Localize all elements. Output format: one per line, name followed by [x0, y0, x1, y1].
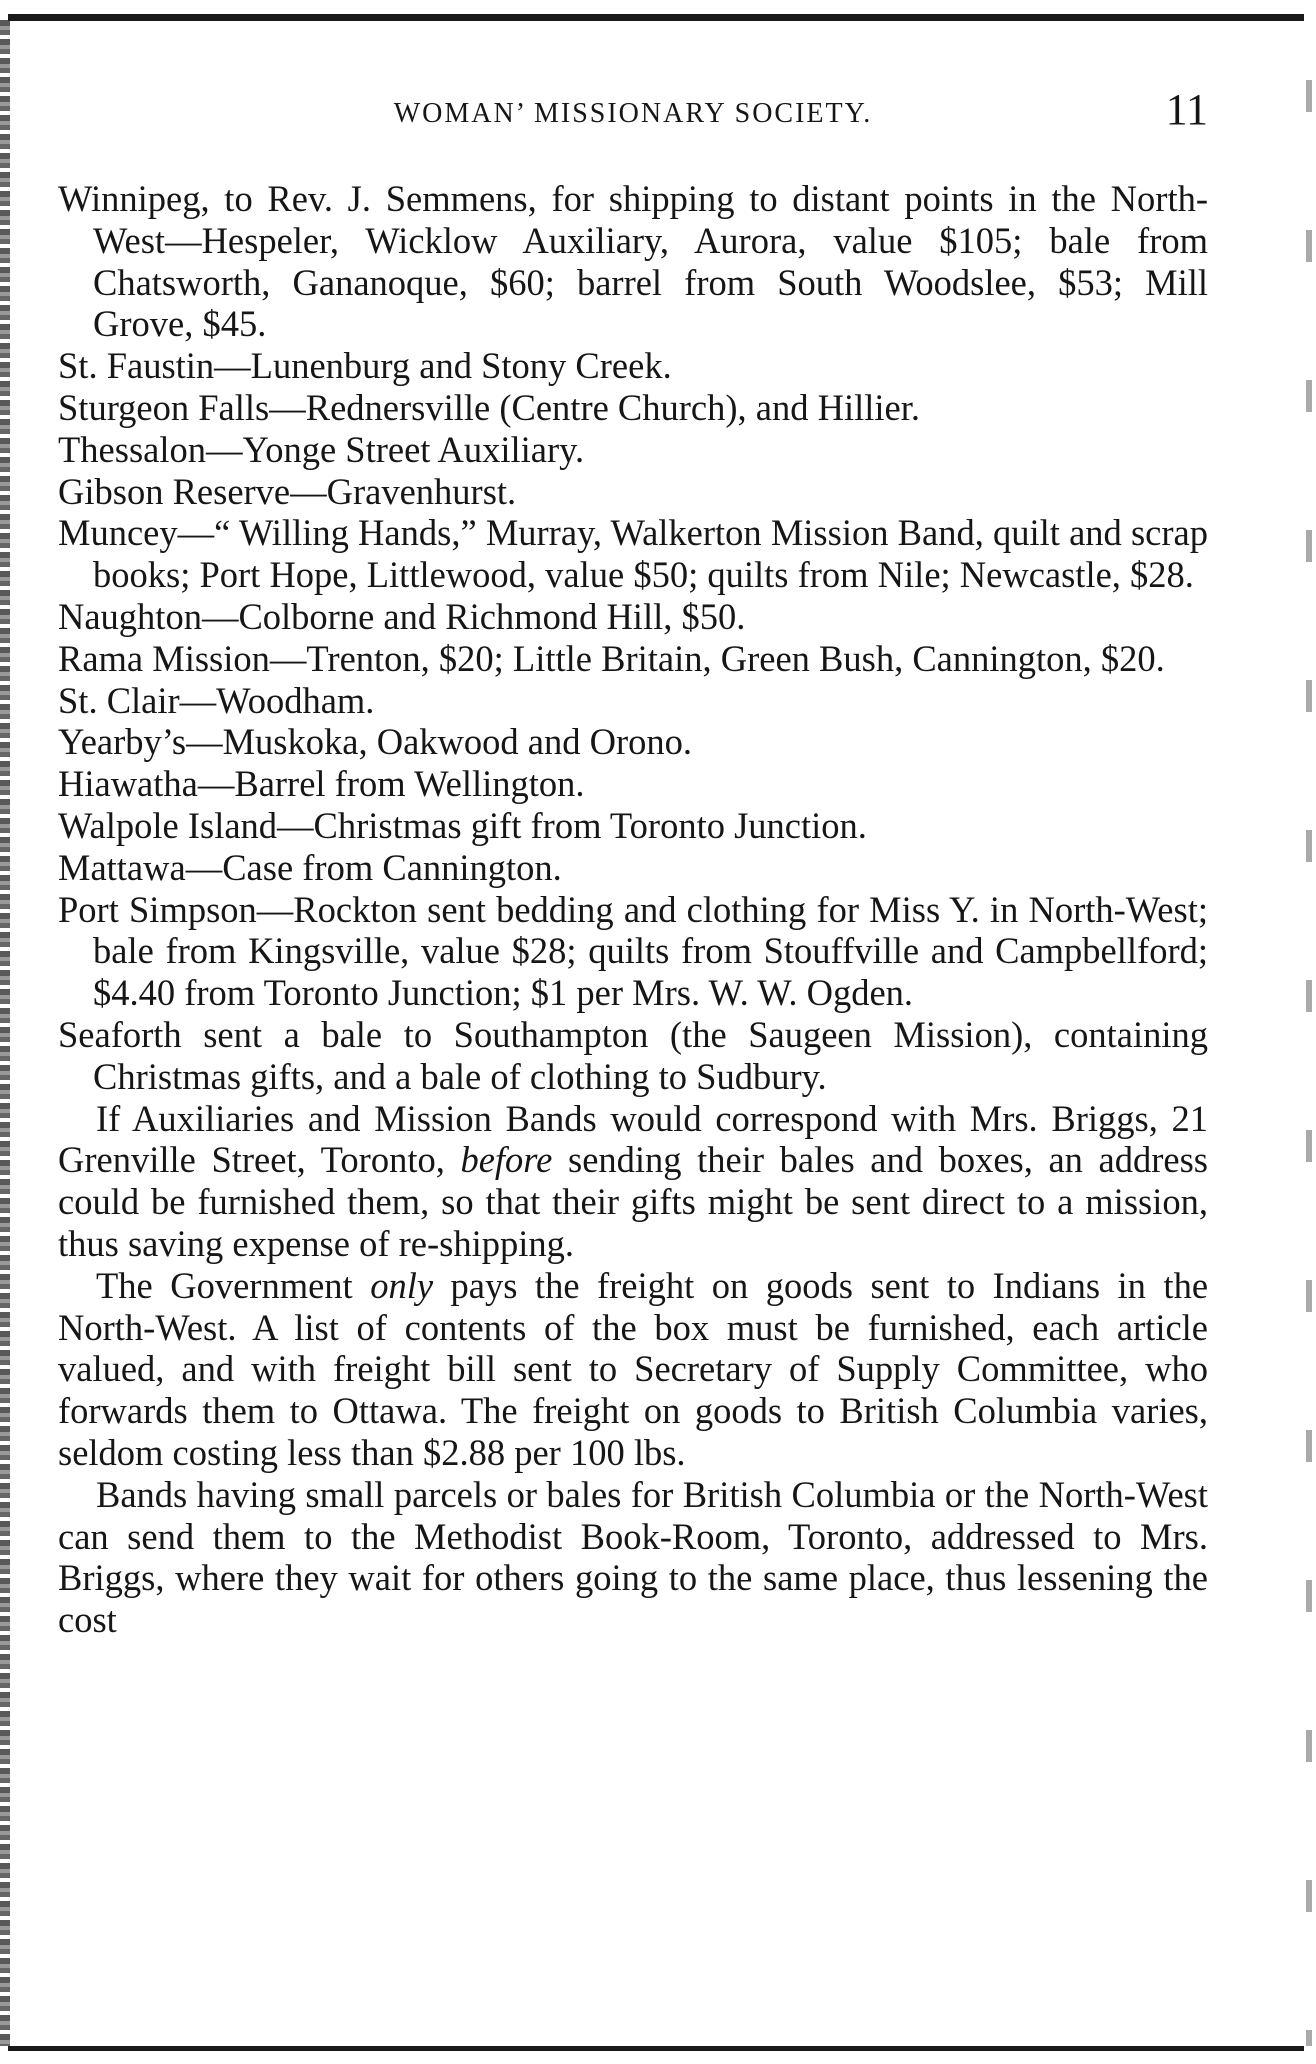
- left-scan-edge: [0, 20, 10, 2046]
- entry-thessalon: Thessalon—Yonge Street Auxiliary.: [58, 428, 585, 470]
- bottom-border-rule: [8, 2046, 1304, 2051]
- paragraph-auxiliaries: If Auxiliaries and Mission Bands would correspond with Mrs. Briggs, 21 Grenville Street, Toronto, before sending their bales and boxes, an address could be furnished them, so that their gifts might be sent direct to a mission, thus saving expense of re-shipping.: [58, 1097, 1209, 1264]
- entry-naughton: Naughton—Colborne and Richmond Hill, $50.: [58, 595, 746, 637]
- page-body: [58, 178, 1208, 1641]
- entry-winnipeg: Winnipeg, to Rev. J. Semmens, for shipping to distant points in the North-West—Hespeler, Wicklow Auxiliary, Aurora, value $105; bale from Chatsworth, Gananoque, $60; barrel from South Woodslee, $53; Mill Grove, $45.: [58, 178, 1208, 345]
- entry-walpole-island: Walpole Island—Christmas gift from Toronto Junction.: [58, 804, 867, 846]
- paragraph-government: [58, 1265, 1208, 1474]
- paragraph-bands: Bands having small parcels or bales for British Columbia or the North-West can send them to the Methodist Book-Room, Toronto, addressed to Mrs. Briggs, where they wait for others going to the same place, thus lessening the cost: [58, 1473, 1208, 1641]
- government-text-start: The Government: [96, 1264, 353, 1306]
- top-border-rule: [8, 14, 1304, 21]
- entry-mattawa: Mattawa—Case from Cannington.: [58, 846, 562, 888]
- emphasis-only: only: [370, 1264, 434, 1306]
- entry-yearbys: Yearby’s—Muskoka, Oakwood and Orono.: [58, 721, 692, 763]
- entry-port-simpson: Port Simpson—Rockton sent bedding and clothing for Miss Y. in North-West; bale from Kingsville, value $28; quilts from Stouffville and Campbellford; $4.40 from Toronto Junction; $1 per Mrs. W. W. Ogden.: [58, 888, 1208, 1014]
- entry-hiawatha: Hiawatha—Barrel from Wellington.: [58, 763, 585, 805]
- entry-muncey: Muncey—“ Willing Hands,” Murray, Walkerton Mission Band, quilt and scrap books; Port Hope, Littlewood, value $50; quilts from Nile; Newcastle, $28.: [58, 512, 1208, 596]
- entry-rama-mission: Rama Mission—Trenton, $20; Little Britain, Green Bush, Cannington, $20.: [58, 637, 1165, 679]
- running-head: WOMAN’ MISSIONARY SOCIETY.: [393, 98, 873, 129]
- right-scan-edge: [1306, 20, 1312, 2046]
- entry-gibson-reserve: Gibson Reserve—Gravenhurst.: [58, 470, 517, 512]
- emphasis-before: before: [460, 1139, 553, 1181]
- entry-st-faustin: St. Faustin—Lunenburg and Stony Creek.: [58, 345, 672, 387]
- entry-st-clair: St. Clair—Woodham.: [58, 679, 375, 721]
- entry-sturgeon-falls: Sturgeon Falls—Rednersville (Centre Church), and Hillier.: [58, 386, 920, 428]
- page-header: [58, 84, 1208, 140]
- government-text-rest: pays the freight on goods sent to Indians in the North-West. A list of contents of the box must be furnished, each article valued, and with freight bill sent to Secretary of Supply Committee, who forwards them to Ottawa. The freight on goods to British Columbia varies, seldom costing less than $2.88 per 100 lbs.: [58, 1264, 1209, 1473]
- page-number: 11: [1165, 85, 1208, 134]
- entry-seaforth: Seaforth sent a bale to Southampton (the Saugeen Mission), containing Christmas gifts, and a bale of clothing to Sudbury.: [58, 1013, 1208, 1097]
